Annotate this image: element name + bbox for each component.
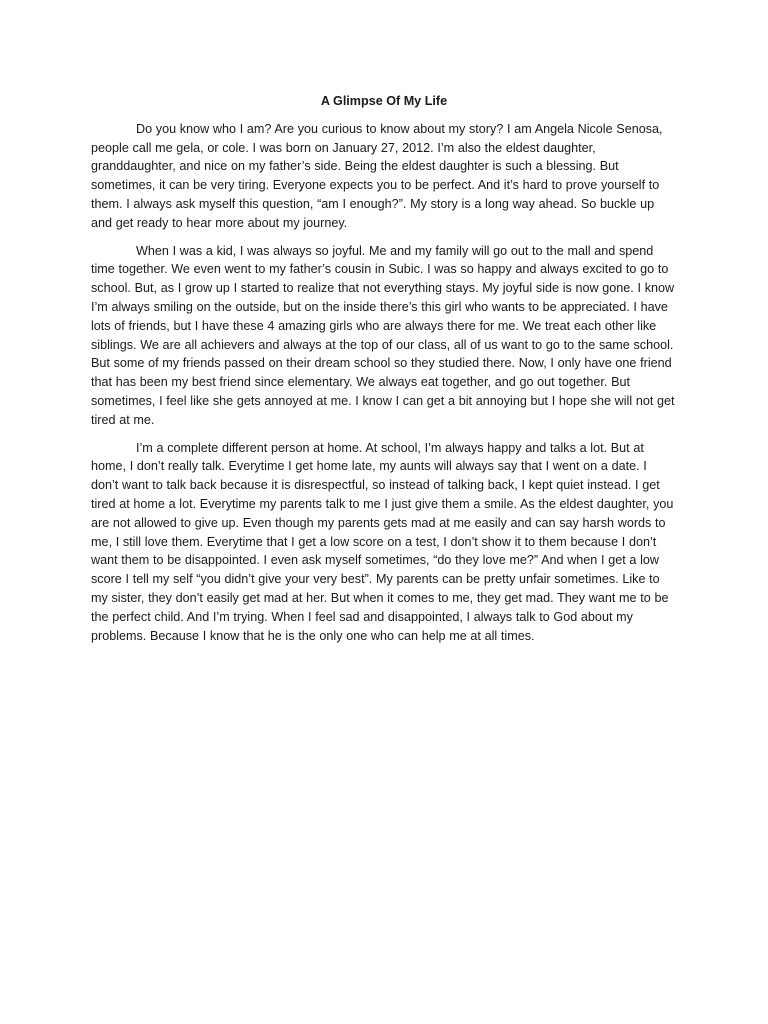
paragraph-intro: Do you know who I am? Are you curious to know about my story? I am Angela Nicole Senosa, people call me gela, or cole. I was born on January 27, 2012. I’m also the eldest daughter, granddaughter, and nice on my father’s side. Being the eldest daughter is such a blessing. But sometimes, it can be very tiring. Everyone expects you to be perfect. And it’s hard to prove yourself to them. I always ask myself this question, “am I enough?”. My story is a long way ahead. So buckle up and get ready to hear more about my journey. bbox=[91, 121, 663, 230]
paragraph-home: I’m a complete different person at home. At school, I’m always happy and talks a lot. But at home, I don’t really talk. Everytime I get home late, my aunts will always say that I went on a date. I don’t want to talk back because it is disrespectful, so instead of talking back, I kept quiet instead. I get tired at home a lot. Everytime my parents talk to me I just give them a smile. As the eldest daughter, you are not allowed to give up. Even though my parents gets mad at me easily and can say harsh words to me, I still love them. Everytime that I get a low score on a test, I don’t show it to them because I don’t want them to be disappointed. I even ask myself sometimes, “do they love me?” And when I get a low score I tell my self “you didn’t give your very best”. My parents can be pretty unfair sometimes. Like to my sister, they don’t easily get mad at her. But when it comes to me, they get mad. They want me to be the perfect child. And I’m trying. When I feel sad and disappointed, I always talk to God about my problems. Because I know that he is the only one who can help me at all times. bbox=[91, 440, 674, 643]
document-body bbox=[91, 92, 677, 654]
paragraph-childhood: When I was a kid, I was always so joyful. Me and my family will go out to the mall and spend time together. We even went to my father’s cousin in Subic. I was so happy and always excited to go to school. But, as I grow up I started to realize that not everything stays. My joyful side is now gone. I know I’m always smiling on the outside, but on the inside there’s this girl who wants to be appreciated. I have lots of friends, but I have these 4 amazing girls who are always there for me. We treat each other like siblings. We are all achievers and always at the top of our class, all of us want to go to the same school. But some of my friends passed on their dream school so they studied there. Now, I only have one friend that has been my best friend since elementary. We always eat together, and go out together. But sometimes, I feel like she gets annoyed at me. I know I can get a bit annoying but I hope she will not get tired at me. bbox=[91, 243, 675, 427]
document-title: A Glimpse Of My Life bbox=[320, 94, 448, 108]
